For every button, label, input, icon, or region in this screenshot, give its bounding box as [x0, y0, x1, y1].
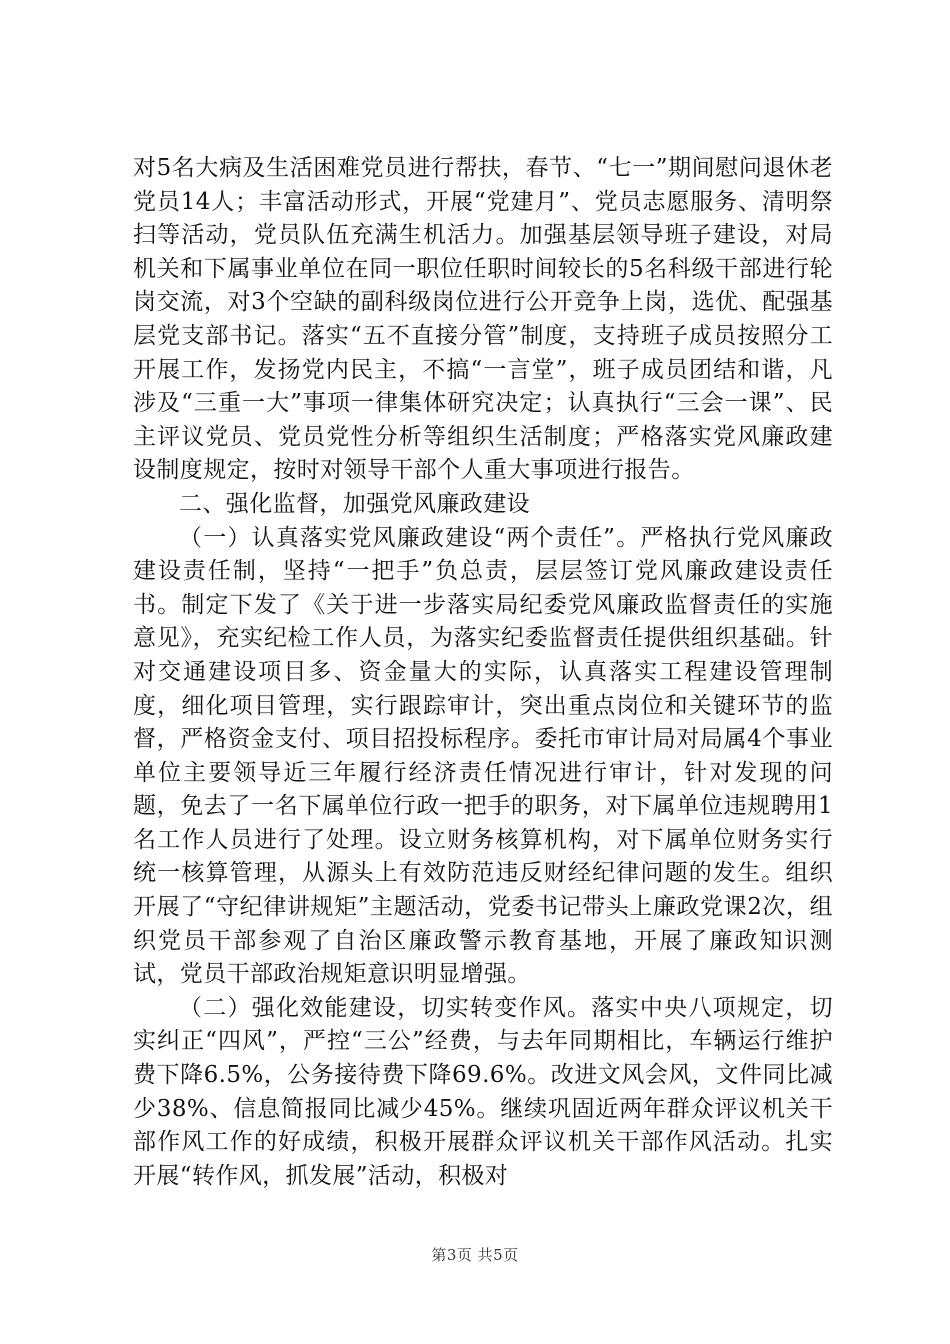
paragraph-efficiency-building: （二）强化效能建设，切实转变作风。落实中央八项规定，切实纠正“四风”，严控“三公”经费，与去年同期相比，车辆运行维护费下降6.5%，公务接待费下降69.6%。改进文风会风，文件同比减少38%、信息简报同比减少45%。继续巩固近两年群众评议机关干部作风工作的好成绩，积极开展群众评议机关干部作风活动。扎实开展“转作风，抓发展”活动，积极对 [133, 994, 833, 1189]
paragraph-two-responsibilities: （一）认真落实党风廉政建设“两个责任”。严格执行党风廉政建设责任制，坚持“一把手”负总责，层层签订党风廉政建设责任书。制定下发了《关于进一步落实局纪委党风廉政监督责任的实施意见》，充实纪检工作人员，为落实纪委监督责任提供组织基础。针对交通建设项目多、资金量大的实际，认真落实工程建设管理制度，细化项目管理，实行跟踪审计，突出重点岗位和关键环节的监督，严格资金支付、项目招投标程序。委托市审计局对局属4个事业单位主要领导近三年履行经济责任情况进行审计，针对发现的问题，免去了一名下属单位行政一把手的职务，对下属单位违规聘用1名工作人员进行了处理。设立财务核算机构，对下属单位财务实行统一核算管理，从源头上有效防范违反财经纪律问题的发生。组织开展了“守纪律讲规矩”主题活动，党委书记带头上廉政党课2次，组织党员干部参观了自治区廉政警示教育基地，开展了廉政知识测试，党员干部政治规矩意识明显增强。 [133, 524, 833, 988]
page-number-footer: 第3页 共5页 [431, 1246, 519, 1264]
section-heading-supervision: 二、强化监督，加强党风廉政建设 [179, 490, 530, 517]
document-body [133, 152, 833, 1193]
paragraph-party-building-continued: 对5名大病及生活困难党员进行帮扶，春节、“七一”期间慰问退休老党员14人；丰富活动形式，开展“党建月”、党员志愿服务、清明祭扫等活动，党员队伍充满生机活力。加强基层领导班子建设，对局机关和下属事业单位在同一职位任职时间较长的5名科级干部进行轮岗交流，对3个空缺的副科级岗位进行公开竞争上岗，选优、配强基层党支部书记。落实“五不直接分管”制度，支持班子成员按照分工开展工作，发扬党内民主，不搞“一言堂”，班子成员团结和谐，凡涉及“三重一大”事项一律集体研究决定；认真执行“三会一课”、民主评议党员、党员党性分析等组织生活制度；严格落实党风廉政建设制度规定，按时对领导干部个人重大事项进行报告。 [133, 155, 833, 484]
